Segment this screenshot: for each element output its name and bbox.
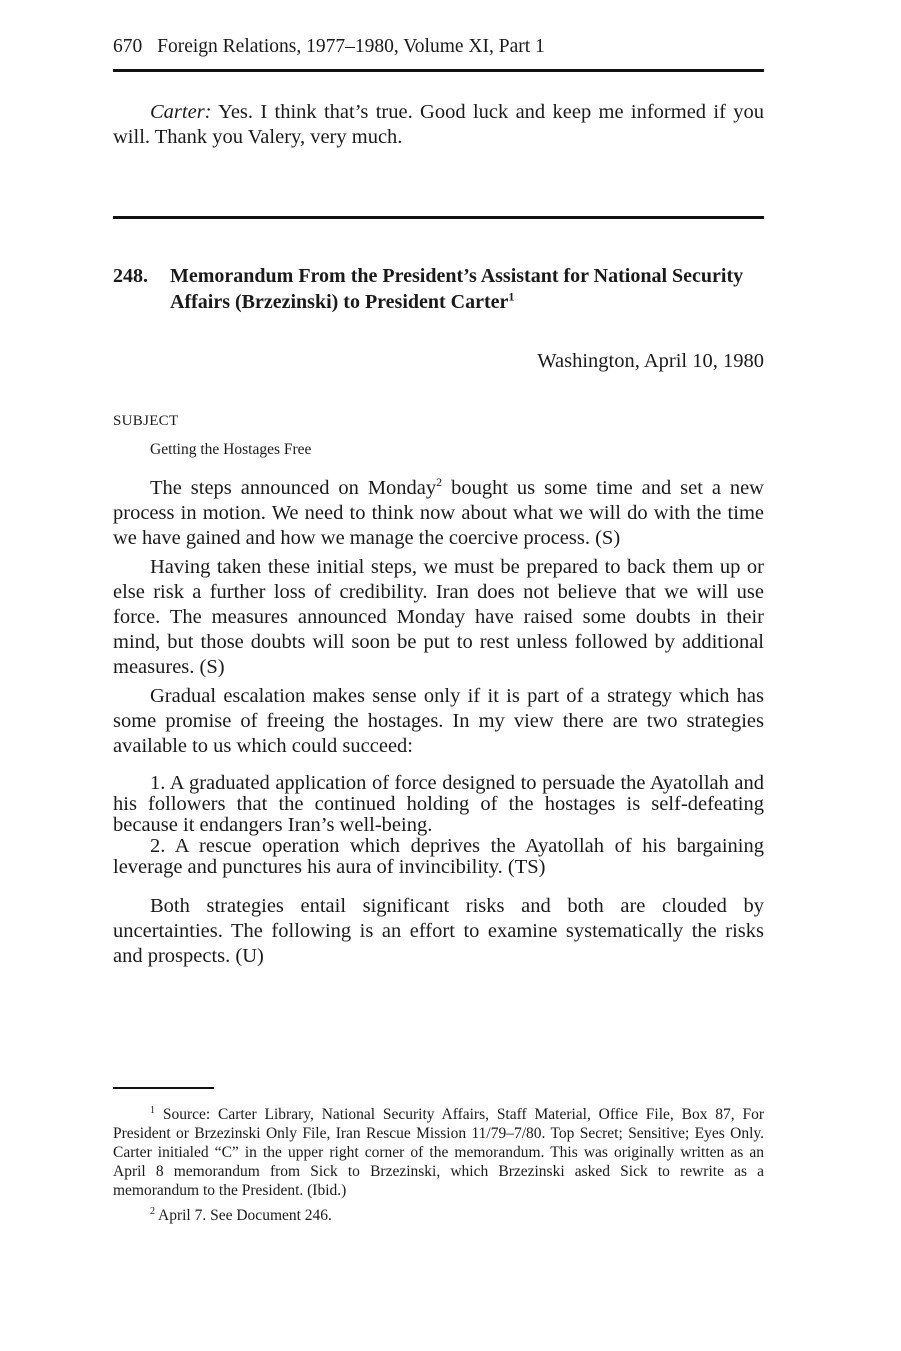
- running-header: [113, 36, 545, 58]
- document-number: 248.: [113, 265, 148, 287]
- body-paragraph: Both strategies entail significant risks and both are clouded by uncertainties. The following is an effort to examine systematically the risks and prospects. (U): [113, 895, 764, 967]
- memo-body: [113, 476, 764, 973]
- footnote-text: April 7. See Document 246.: [155, 1207, 332, 1224]
- strategy-list: [113, 773, 764, 878]
- body-paragraph: Having taken these initial steps, we must be prepared to back them up or else risk a further loss of credibility. Iran does not believe that we will use force. The measures announced Monday have raised some doubts in their mind, but those doubts will soon be put to rest unless followed by additional measures. (S): [113, 556, 764, 678]
- footnote-mark: 2: [150, 1205, 155, 1217]
- dateline: Washington, April 10, 1980: [537, 350, 764, 372]
- running-title: Foreign Relations, 1977–1980, Volume XI, Part 1: [157, 36, 545, 57]
- footnote-mark: 1: [150, 1104, 155, 1116]
- footnote-1: [113, 1105, 764, 1200]
- footnote-rule: [113, 1087, 214, 1089]
- body-paragraph: Gradual escalation makes sense only if it is part of a strategy which has some promise of freeing the hostages. In my view there are two strategies available to us which could succeed:: [113, 685, 764, 757]
- page-number: 670: [113, 36, 143, 57]
- footnote-2: [113, 1206, 764, 1225]
- subject-value: Getting the Hostages Free: [150, 441, 312, 458]
- body-paragraph: [113, 476, 764, 551]
- footnote-ref-1[interactable]: 1: [508, 289, 515, 304]
- speaker-label: Carter:: [150, 101, 212, 123]
- subject-label: SUBJECT: [113, 413, 179, 429]
- carter-text: Yes. I think that’s true. Good luck and keep me informed if you will. Thank you Valery, very much.: [113, 101, 764, 148]
- list-item: 1. A graduated application of force designed to persuade the Ayatollah and his followers that the continued holding of the hostages is self-defeating because it endangers Iran’s well-being.: [113, 772, 764, 836]
- footnote-ref-2[interactable]: 2: [436, 475, 443, 490]
- paragraph-text: bought us some time and set a new process in motion. We need to think now about what we will do with the time we have gained and how we manage the coercive process. (S): [113, 477, 764, 549]
- footnote-text: Source: Carter Library, National Security Affairs, Staff Material, Office File, Box 87, For President or Brzezinski Only File, Iran Rescue Mission 11/79–7/80. Top Secret; Sensitive; Eyes Only. Carter initialed “C” in the upper right corner of the memorandum. This was originally written as an April 8 memorandum from Sick to Brzezinski, which Brzezinski asked Sick to rewrite as a memorandum to the President. (Ibid.): [113, 1106, 764, 1199]
- list-item: 2. A rescue operation which deprives the Ayatollah of his bargaining leverage and punctures his aura of invincibility. (TS): [113, 835, 764, 878]
- footnotes: [113, 1105, 764, 1231]
- header-rule: [113, 69, 764, 72]
- document-title: Memorandum From the President’s Assistant for National Security Affairs (Brzezinski) to President Carter: [170, 265, 744, 313]
- carter-exchange: [113, 100, 764, 150]
- document-heading: [113, 263, 764, 315]
- document-separator-rule: [113, 216, 764, 219]
- carter-paragraph: [113, 100, 764, 150]
- paragraph-text: The steps announced on Monday: [150, 477, 437, 499]
